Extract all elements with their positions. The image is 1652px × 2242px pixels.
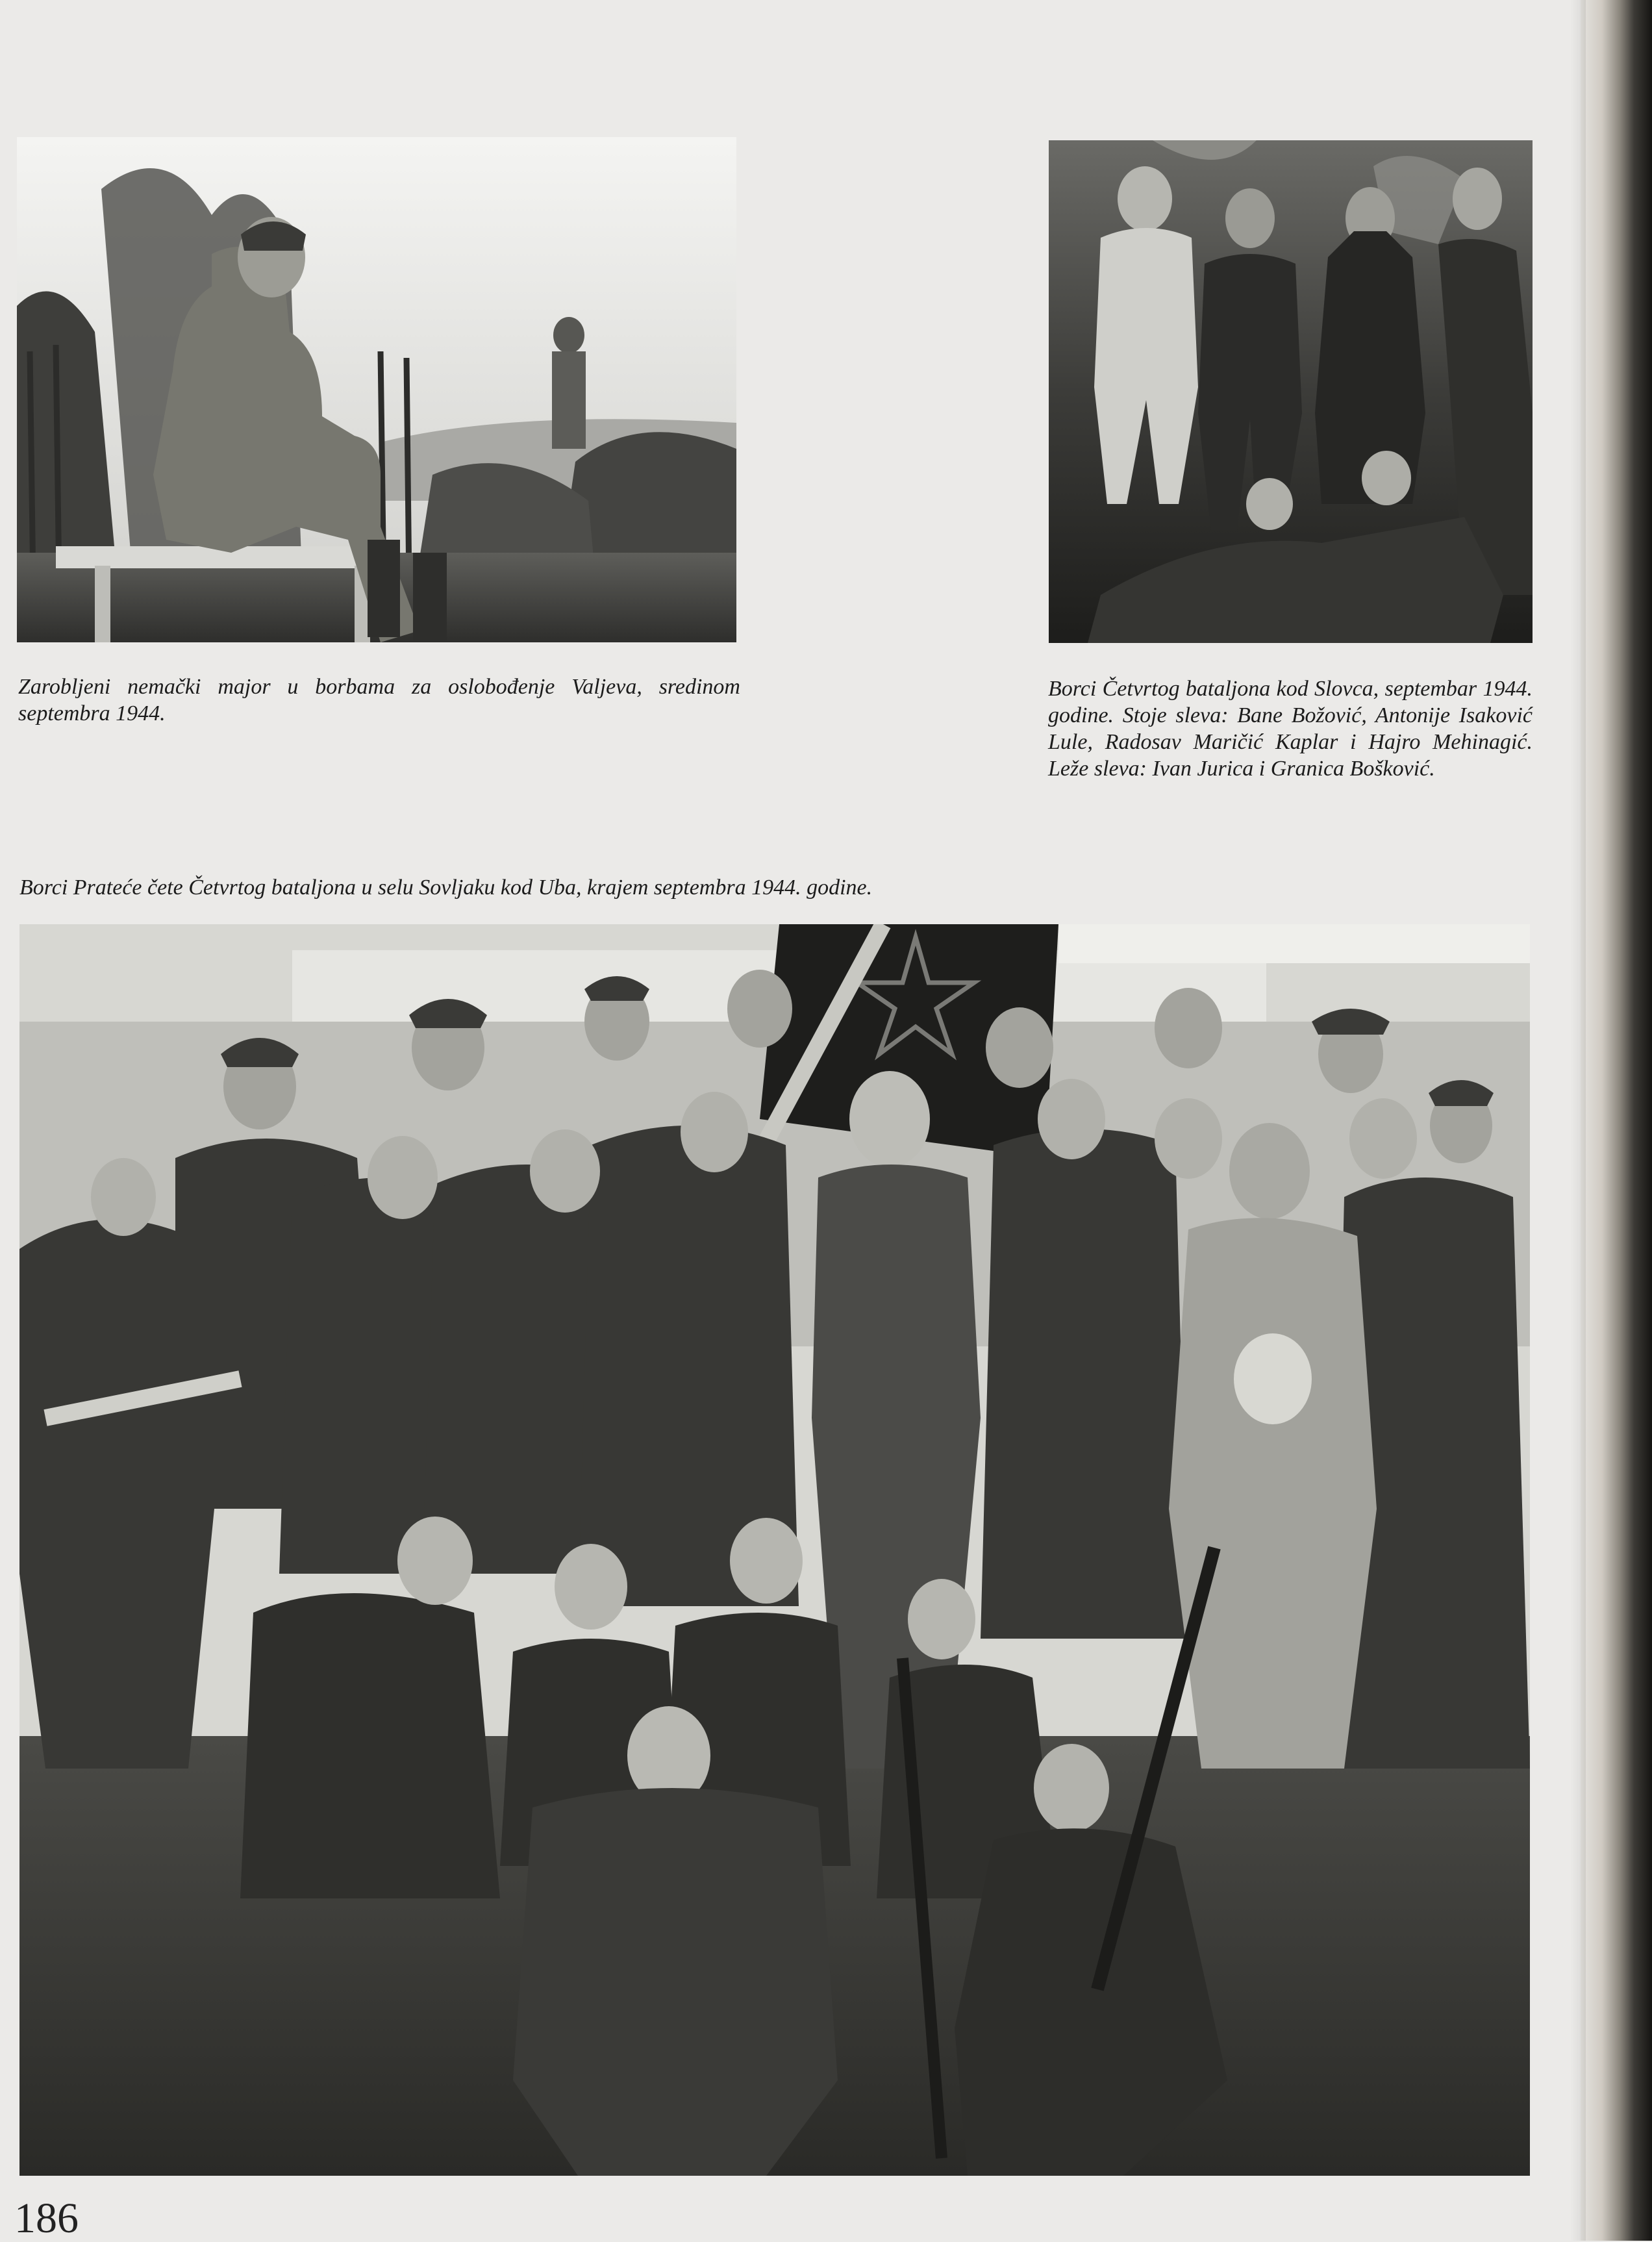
book-binding-gutter xyxy=(1581,0,1652,2241)
photo-escort-company-group xyxy=(19,924,1530,2176)
page-number: 186 xyxy=(14,2195,79,2242)
caption-captured-major: Zarobljeni nemački major u borbama za oslobođenje Valjeva, sredinom septembra 1944. xyxy=(18,675,740,725)
photo-icon xyxy=(19,924,1530,2176)
caption-escort-company: Borci Prateće čete Četvrtog bataljona u selu Sovljaku kod Uba, krajem septembra 1944. godine. xyxy=(19,875,873,900)
photo-captured-german-major xyxy=(17,137,736,642)
photo-icon xyxy=(17,137,736,642)
page-edge-shadow xyxy=(1570,0,1586,2241)
photo-icon xyxy=(1049,140,1533,643)
photo-fourth-battalion-fighters xyxy=(1049,140,1533,643)
caption-battalion-fighters: Borci Četvrtog bataljona kod Slovca, septembar 1944. godine. Stoje sleva: Bane Božović, Antonije Isaković Lule, Radosav Maričić Kaplar i Hajro Mehinagić. Leže sleva: Ivan Jurica i Granica Bošković. xyxy=(1048,677,1533,781)
